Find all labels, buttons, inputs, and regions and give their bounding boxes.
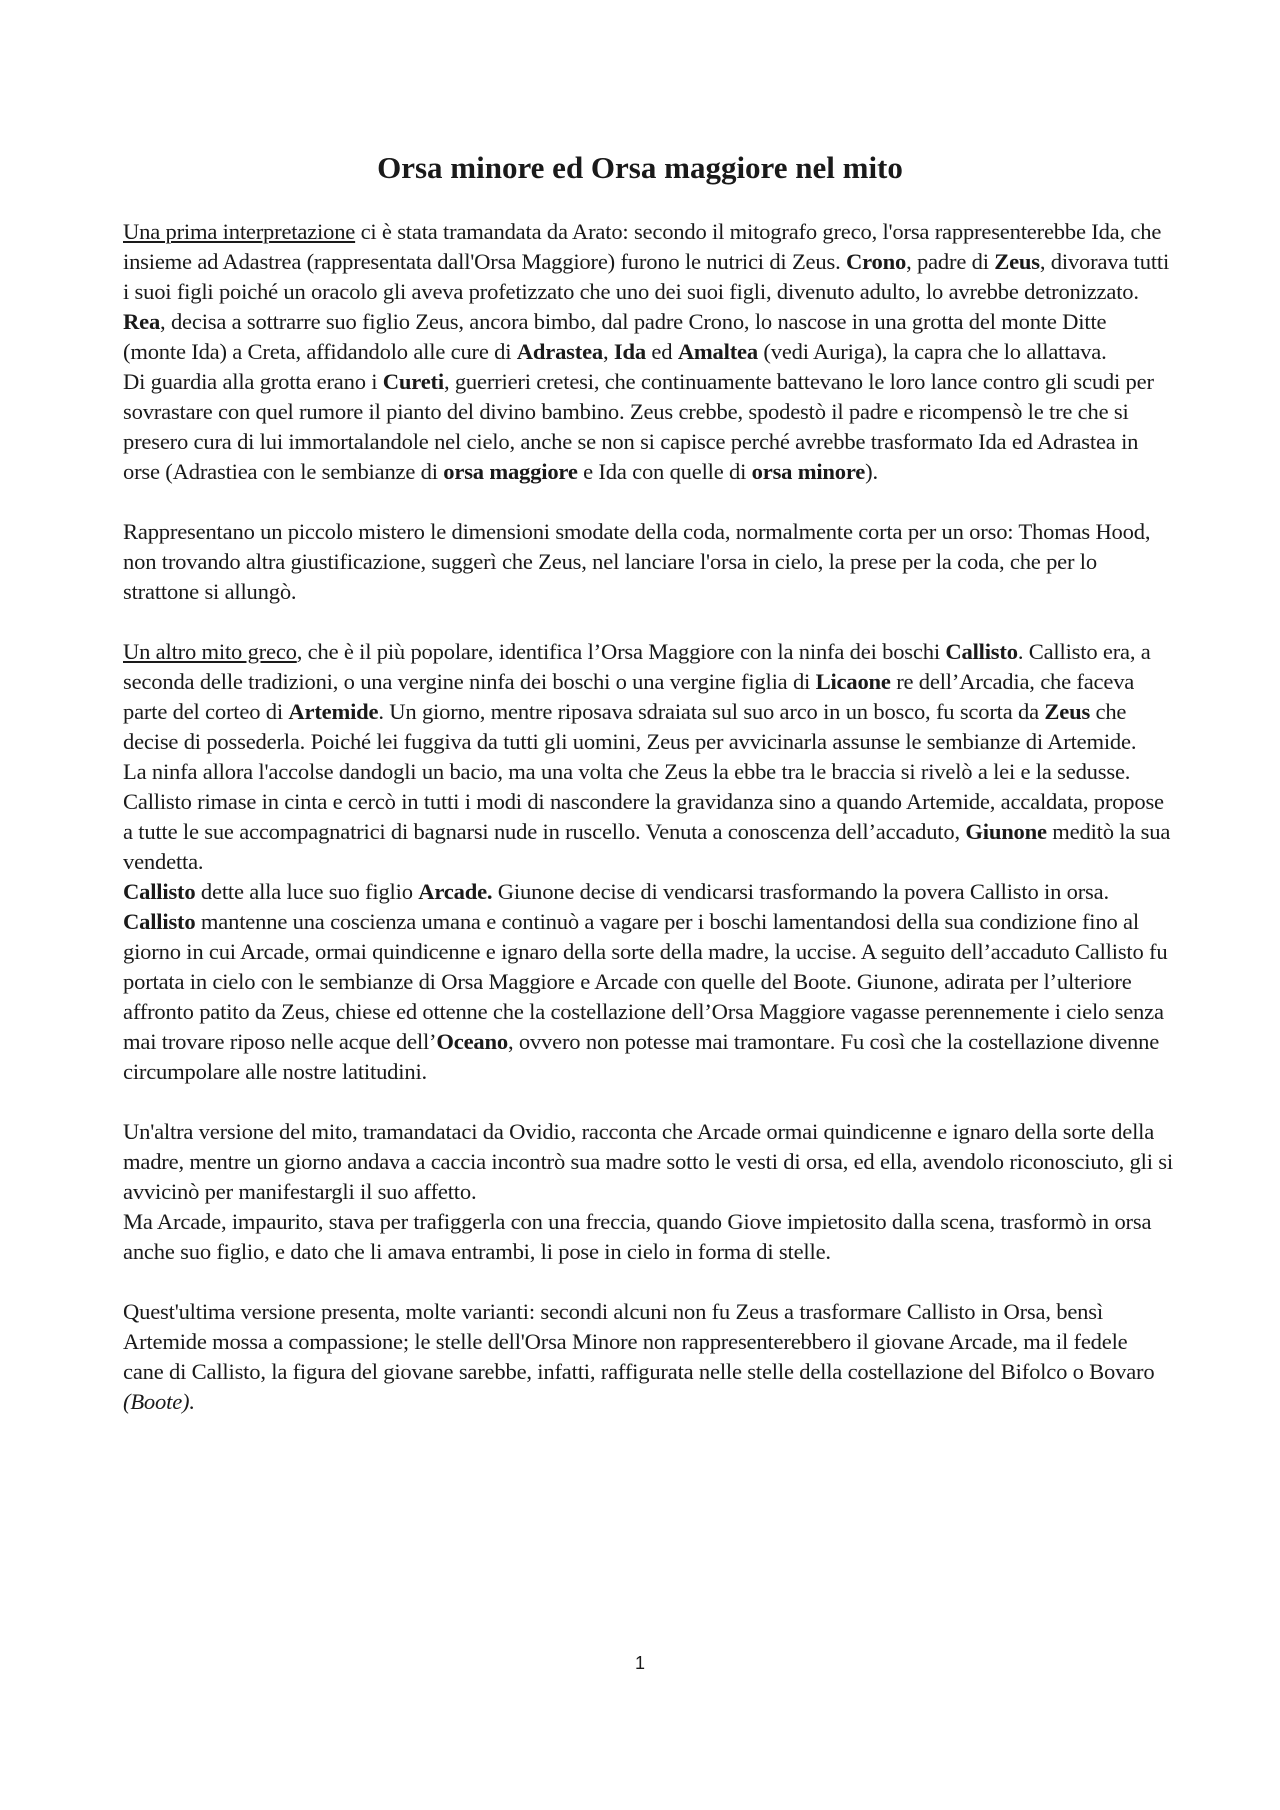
paragraph-1 <box>123 217 1173 307</box>
text-run: ci è stata tramandata da Arato: secondo il mitografo greco, l'orsa rappresenterebbe Ida, che insieme ad Adastrea (rappresentata dall'Orsa Maggiore) furono le nutrici di Zeus. <box>123 219 1162 274</box>
bold-name: Arcade. <box>418 879 493 904</box>
page-title: Orsa minore ed Orsa maggiore nel mito <box>377 150 903 185</box>
paragraph-9: Un'altra versione del mito, tramandataci da Ovidio, racconta che Arcade ormai quindicenne e ignaro della sorte della madre, mentre un giorno andava a caccia incontrò sua madre sotto le vesti di orsa, ed ella, avendolo riconosciuto, gli si avvicinò per manifestargli il suo affetto. <box>123 1119 1173 1204</box>
text-run: . Un giorno, mentre riposava sdraiata sul suo arco in un bosco, fu scorta da <box>378 699 1045 724</box>
paragraph-6: La ninfa allora l'accolse dandogli un bacio, ma una volta che Zeus la ebbe tra le braccia si rivelò a lei e la sedusse. <box>123 759 1131 784</box>
text-run: meditò la sua vendetta. <box>123 819 1171 874</box>
paragraph-11 <box>123 1297 1173 1417</box>
text-run: Di guardia alla grotta erano i <box>123 369 383 394</box>
text-run: , decisa a sottrarre suo figlio Zeus, ancora bimbo, dal padre Crono, lo nascose in una grotta del monte Ditte (monte Ida) a Creta, affidandolo alle cure di <box>123 309 1107 364</box>
bold-name: Callisto <box>123 909 196 934</box>
text-run: Giunone decise di vendicarsi trasformando la povera Callisto in orsa. <box>492 879 1109 904</box>
bold-name: Zeus <box>1044 699 1091 724</box>
bold-name: Giunone <box>965 819 1047 844</box>
text-run: mantenne una coscienza umana e continuò a vagare per i boschi lamentandosi della sua condizione fino al giorno in cui Arcade, ormai quindicenne e ignaro della sorte della madre, la uccise. A seguito dell’accaduto Callisto fu portata in cielo con le sembianze di Orsa Maggiore e Arcade con quelle del Boote. Giunone, adirata per l’ulteriore affronto patito da Zeus, chiese ed ottenne che la costellazione dell’Orsa Maggiore vagasse perennemente i cielo senza mai trovare riposo nelle acque dell’ <box>123 909 1168 1054</box>
text-run: Callisto rimase in cinta e cercò in tutti i modi di nascondere la gravidanza sino a quando Artemide, accaldata, propose a tutte le sue accompagnatrici di bagnarsi nude in ruscello. Venuta a conoscenza dell’accaduto, <box>123 789 1164 844</box>
paragraph-10: Ma Arcade, impaurito, stava per trafiggerla con una freccia, quando Giove impietosito dalla scena, trasformò in orsa anche suo figlio, e dato che li amava entrambi, li pose in cielo in forma di stelle. <box>123 1209 1152 1264</box>
document-body <box>123 217 1173 1417</box>
text-run: , guerrieri cretesi, che continuamente battevano le loro lance contro gli scudi per sovrastare con quel rumore il pianto del divino bambino. Zeus crebbe, spodestò il padre e ricompensò le tre che si presero cura di lui immortalandole nel cielo, anche se non si capisce perché avrebbe trasformato Ida ed Adrastea in orse (Adrastiea con le sembianze di <box>123 369 1154 484</box>
italic-phrase: (Boote). <box>123 1389 195 1414</box>
bold-name: Rea <box>123 309 161 334</box>
bold-name: Callisto <box>123 879 196 904</box>
paragraph-5 <box>123 637 1173 757</box>
text-run: , divorava tutti i suoi figli poiché un oracolo gli aveva profetizzato che uno dei suoi figli, divenuto adulto, lo avrebbe detronizzato. <box>123 249 1170 304</box>
bold-name: Licaone <box>815 669 891 694</box>
bold-name: Amaltea <box>677 339 758 364</box>
bold-name: Artemide <box>288 699 379 724</box>
bold-name: Zeus <box>994 249 1040 274</box>
text-run: , padre di <box>906 249 995 274</box>
bold-name: Cureti <box>382 369 444 394</box>
text-run: . Callisto era, a seconda delle tradizioni, o una vergine ninfa dei boschi o una vergine figlia di <box>123 639 1151 694</box>
underlined-phrase: Un altro mito greco <box>123 639 297 664</box>
text-run: re dell’Arcadia, che faceva parte del corteo di <box>123 669 1135 724</box>
text-run: che decise di possederla. Poiché lei fuggiva da tutti gli uomini, Zeus per avvicinarla assunse le sembianze di Artemide. <box>123 699 1137 754</box>
paragraph-2 <box>123 307 1173 367</box>
text-run: Quest'ultima versione presenta, molte varianti: secondi alcuni non fu Zeus a trasformare Callisto in Orsa, bensì Artemide mossa a compassione; le stelle dell'Orsa Minore non rappresenterebbero il giovane Arcade, ma il fedele cane di Callisto, la figura del giovane sarebbe, infatti, raffigurata nelle stelle della costellazione del Bifolco o Bovaro <box>123 1299 1155 1384</box>
text-run: e Ida con quelle di <box>577 459 752 484</box>
bold-name: Oceano <box>436 1029 508 1054</box>
bold-name: orsa minore <box>751 459 866 484</box>
text-run: ). <box>865 459 878 484</box>
bold-name: Adrastea <box>516 339 604 364</box>
page-number: 1 <box>634 1653 645 1673</box>
paragraph-3 <box>123 367 1173 487</box>
text-run: , che è il più popolare, identifica l’Orsa Maggiore con la ninfa dei boschi <box>296 639 946 664</box>
bold-name: Crono <box>845 249 907 274</box>
text-run: , <box>603 339 614 364</box>
bold-name: orsa maggiore <box>443 459 578 484</box>
text-run: ed <box>645 339 678 364</box>
text-run: dette alla luce suo figlio <box>195 879 419 904</box>
underlined-phrase: Una prima interpretazione <box>123 219 356 244</box>
paragraph-8 <box>123 877 1173 1087</box>
bold-name: Ida <box>613 339 646 364</box>
text-run: (vedi Auriga), la capra che lo allattava. <box>757 339 1107 364</box>
paragraph-7 <box>123 787 1173 877</box>
bold-name: Callisto <box>945 639 1018 664</box>
text-run: , ovvero non potesse mai tramontare. Fu così che la costellazione divenne circumpolare alle nostre latitudini. <box>123 1029 1160 1084</box>
paragraph-4: Rappresentano un piccolo mistero le dimensioni smodate della coda, normalmente corta per un orso: Thomas Hood, non trovando altra giustificazione, suggerì che Zeus, nel lanciare l'orsa in cielo, la prese per la coda, che per lo strattone si allungò. <box>123 519 1151 604</box>
